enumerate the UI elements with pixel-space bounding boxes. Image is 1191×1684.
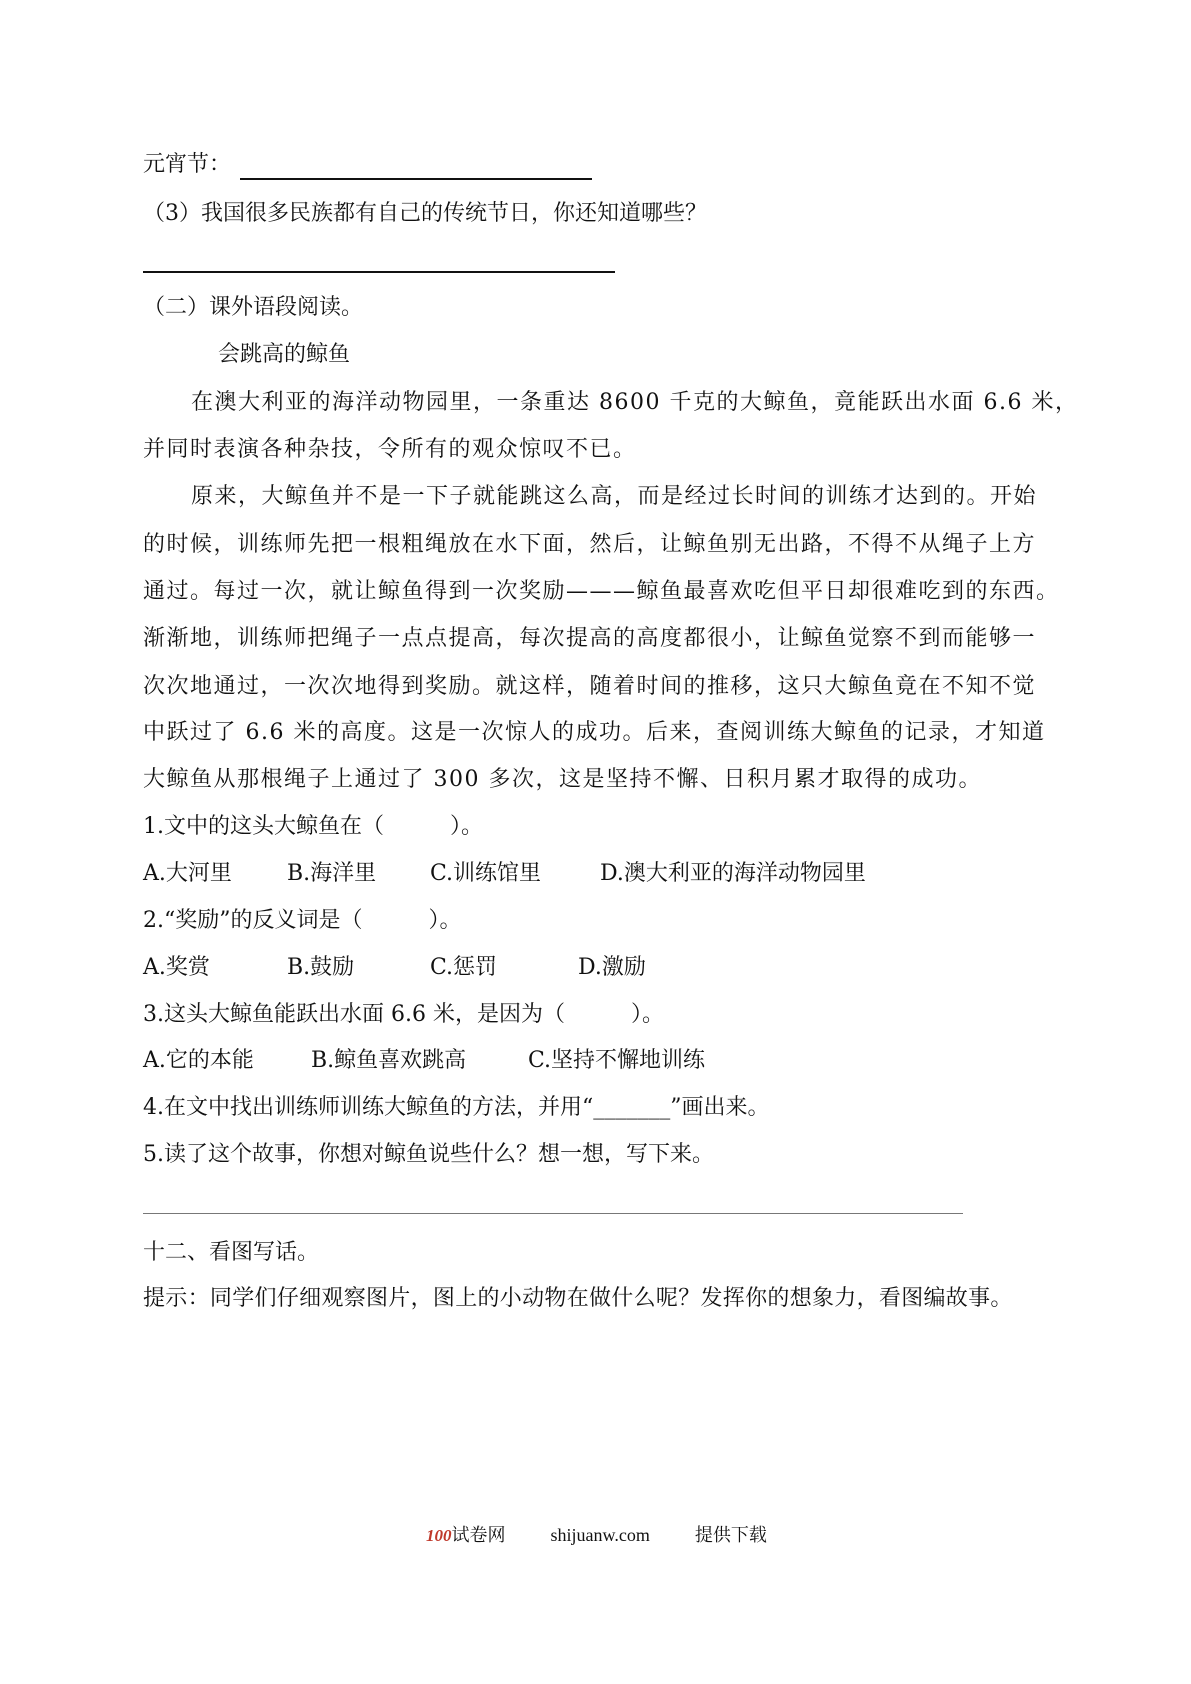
passage-line: 原来，大鲸鱼并不是一下子就能跳这么高，而是经过长时间的训练才达到的。开始 — [191, 484, 1038, 509]
site-logo: 100 — [426, 1526, 452, 1545]
passage-line: 中跃过了 6.6 米的高度。这是一次惊人的成功。后来，查阅训练大鲸鱼的记录，才知道 — [143, 720, 1046, 745]
passage-line: 通过。每过一次，就让鲸鱼得到一次奖励———鲸鱼最喜欢吃但平日却很难吃到的东西。 — [143, 579, 1060, 604]
site-name: 试卷网 — [451, 1525, 506, 1545]
lantern-festival-label: 元宵节： — [143, 152, 232, 177]
passage-line: 并同时表演各种杂技，令所有的观众惊叹不已。 — [143, 437, 637, 462]
q1-option-d[interactable]: D.澳大利亚的海洋动物园里 — [600, 861, 866, 886]
q2-option-a[interactable]: A.奖赏 — [143, 955, 210, 980]
q2-option-d[interactable]: D.激励 — [578, 955, 646, 980]
passage-line: 次次地通过，一次次地得到奖励。就这样，随着时间的推移，这只大鲸鱼竟在不知不觉 — [143, 674, 1037, 699]
q1-option-c[interactable]: C.训练馆里 — [430, 861, 542, 886]
q2-option-b[interactable]: B.鼓励 — [287, 955, 355, 980]
question-4: 4.在文中找出训练师训练大鲸鱼的方法，并用“_______”画出来。 — [143, 1095, 770, 1120]
passage-line: 渐渐地，训练师把绳子一点点提高，每次提高的高度都很小，让鲸鱼觉察不到而能够一 — [143, 626, 1037, 651]
q3-option-a[interactable]: A.它的本能 — [143, 1048, 254, 1073]
passage-title: 会跳高的鲸鱼 — [218, 342, 351, 367]
answer-line-lantern[interactable] — [240, 178, 592, 180]
question-1: 1.文中的这头大鲸鱼在（ ）。 — [143, 814, 483, 839]
answer-line-q5[interactable] — [143, 1213, 963, 1214]
q1-option-b[interactable]: B.海洋里 — [287, 861, 377, 886]
page-footer — [426, 1521, 767, 1547]
section-heading-reading: （二）课外语段阅读。 — [143, 295, 364, 320]
passage-line: 大鲸鱼从那根绳子上通过了 300 多次，这是坚持不懈、日积月累才取得的成功。 — [143, 767, 982, 792]
section-heading-picture-writing: 十二、看图写话。 — [143, 1240, 320, 1265]
picture-writing-hint: 提示：同学们仔细观察图片，图上的小动物在做什么呢？发挥你的想象力，看图编故事。 — [143, 1286, 1013, 1311]
passage-line: 在澳大利亚的海洋动物园里，一条重达 8600 千克的大鲸鱼，竟能跃出水面 6.6 米， — [191, 390, 1079, 415]
q3-option-b[interactable]: B.鲸鱼喜欢跳高 — [311, 1048, 467, 1073]
download-text: 提供下载 — [694, 1525, 767, 1545]
site-domain-link[interactable]: shijuanw.com — [550, 1525, 650, 1545]
answer-line-q3[interactable] — [143, 271, 615, 273]
q2-option-c[interactable]: C.惩罚 — [430, 955, 498, 980]
question-3-reading: 3.这头大鲸鱼能跃出水面 6.6 米，是因为（ ）。 — [143, 1002, 664, 1027]
q3-option-c[interactable]: C.坚持不懈地训练 — [528, 1048, 706, 1073]
passage-line: 的时候，训练师先把一根粗绳放在水下面，然后，让鲸鱼别无出路，不得不从绳子上方 — [143, 532, 1037, 557]
q1-option-a[interactable]: A.大河里 — [143, 861, 232, 886]
question-3: （3）我国很多民族都有自己的传统节日，你还知道哪些？ — [143, 201, 707, 226]
question-5: 5.读了这个故事，你想对鲸鱼说些什么？想一想，写下来。 — [143, 1142, 714, 1167]
question-2: 2.“奖励”的反义词是（ ）。 — [143, 908, 462, 933]
